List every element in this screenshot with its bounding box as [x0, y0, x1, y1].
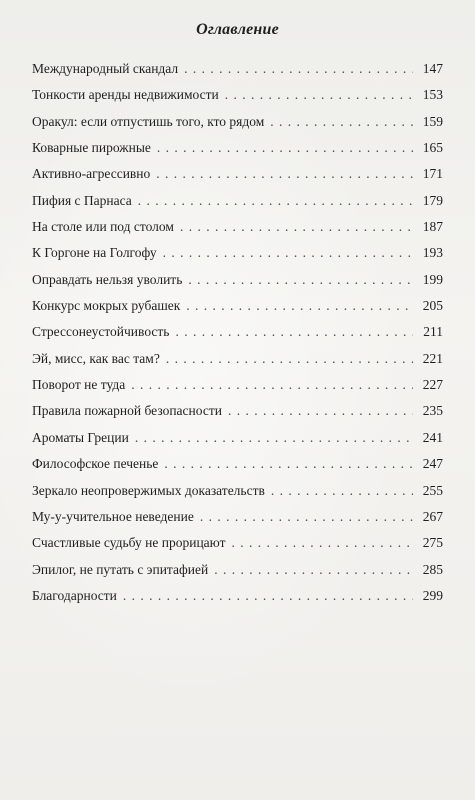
toc-entry-title: Международный скандал [32, 61, 179, 76]
toc-entry-title: Оправдать нельзя уволить [32, 271, 183, 287]
dot-leader [138, 192, 413, 210]
dot-leader [166, 350, 413, 368]
toc-entry-title: Пифия с Парнаса [32, 192, 132, 208]
toc-entry-page: 241 [422, 429, 443, 445]
toc-entry-title: Стрессонеустойчивость [32, 324, 170, 340]
toc-entry-title: Философское печенье [32, 456, 159, 472]
toc-entry-page: 199 [422, 271, 443, 287]
toc-entry [32, 244, 443, 270]
toc-entry-page: 285 [422, 561, 443, 577]
toc-entry-page: 165 [422, 140, 443, 156]
toc-entry-page: 255 [422, 482, 443, 498]
dot-leader [157, 139, 413, 157]
toc-entry-page: 171 [422, 166, 443, 182]
toc-entry-page: 153 [422, 87, 443, 103]
dot-leader [123, 587, 413, 605]
dot-leader [186, 297, 413, 315]
toc-entry-title: Счастливые судьбу не прорицают [32, 535, 226, 551]
toc-entry [32, 218, 443, 244]
toc-entry [32, 323, 443, 349]
toc-entry-title: Му-у-учительное неведение [32, 508, 194, 524]
dot-leader [156, 165, 413, 183]
dot-leader [175, 323, 413, 341]
toc-entry-page: 159 [422, 113, 443, 129]
toc-entry [32, 192, 443, 218]
toc-entry-page: 221 [422, 350, 443, 366]
toc-entry [32, 86, 443, 112]
toc-entry-title: Активно-агрессивно [32, 166, 151, 182]
toc-entry [32, 297, 443, 323]
toc-entry [32, 165, 443, 191]
toc-entry-title: Тонкости аренды недвижимости [32, 87, 219, 103]
dot-leader [131, 376, 413, 394]
dot-leader [231, 534, 413, 552]
toc-entry-page: 193 [422, 245, 443, 261]
toc-entry-page: 147 [422, 61, 443, 76]
toc-entry [32, 376, 443, 402]
toc-entry [32, 271, 443, 297]
page-title: Оглавление [196, 21, 279, 38]
toc-entry [32, 482, 443, 508]
dot-leader [270, 113, 413, 131]
toc-entry-page: 235 [422, 403, 443, 419]
toc-entry [32, 429, 443, 455]
toc-entry [32, 534, 443, 560]
toc-entry-page: 211 [423, 324, 443, 340]
toc-entry-title: Правила пожарной безопасности [32, 403, 222, 419]
toc-entry-page: 275 [422, 535, 443, 551]
toc-entry [32, 561, 443, 587]
toc-entry-title: Коварные пирожные [32, 140, 151, 156]
toc-entry-title: Конкурс мокрых рубашек [32, 298, 181, 314]
toc-entry [32, 402, 443, 428]
toc-entry-page: 247 [422, 456, 443, 472]
toc-entry-page: 227 [422, 377, 443, 393]
toc-entry-title: Зеркало неопровержимых доказательств [32, 482, 265, 498]
toc-entry [32, 455, 443, 481]
dot-leader [225, 86, 413, 104]
toc-entry-page: 267 [422, 508, 443, 524]
toc-entry-title: На столе или под столом [32, 219, 174, 235]
toc-entry-title: Благодарности [32, 587, 117, 603]
dot-leader [200, 508, 413, 526]
dot-leader [271, 482, 413, 500]
toc-entry-title: Эпилог, не путать с эпитафией [32, 561, 209, 577]
toc-entry-page: 187 [422, 219, 443, 235]
toc-entry-title: Ароматы Греции [32, 429, 129, 445]
toc-entry-page: 299 [422, 587, 443, 603]
toc-entry-title: Эй, мисс, как вас там? [32, 350, 160, 366]
toc-entry-page: 179 [422, 192, 443, 208]
toc-entry [32, 60, 443, 86]
toc-entry [32, 587, 443, 613]
dot-leader [180, 218, 413, 236]
table-of-contents [0, 60, 443, 613]
toc-entry-title: Поворот не туда [32, 377, 126, 393]
dot-leader [214, 561, 413, 579]
toc-entry [32, 350, 443, 376]
toc-entry [32, 113, 443, 139]
toc-entry [32, 508, 443, 534]
toc-entry [32, 139, 443, 165]
toc-entry-title: К Горгоне на Голгофу [32, 245, 157, 261]
dot-leader [163, 244, 413, 262]
toc-entry-page: 205 [422, 298, 443, 314]
toc-entry-title: Оракул: если отпустишь того, кто рядом [32, 113, 265, 129]
dot-leader [228, 402, 413, 420]
dot-leader [184, 60, 413, 78]
dot-leader [188, 271, 413, 289]
dot-leader [135, 429, 413, 447]
dot-leader [164, 455, 413, 473]
